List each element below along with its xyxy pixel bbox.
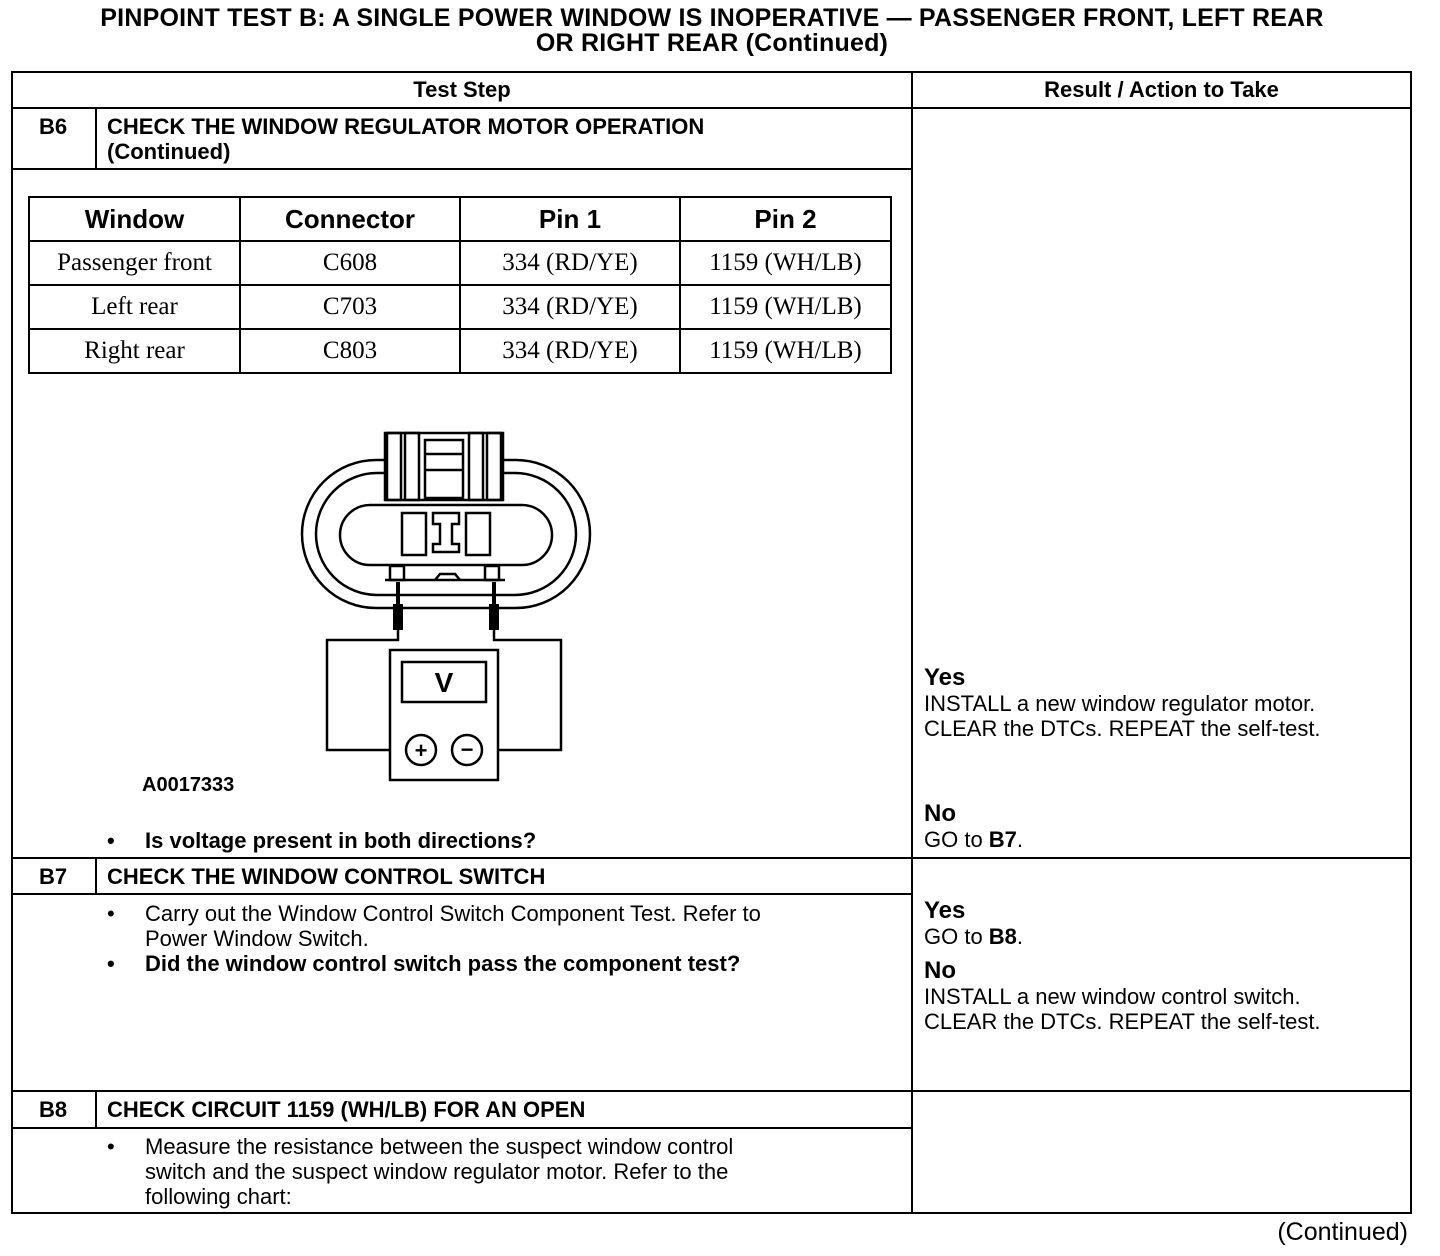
b7-instruction-line1: Carry out the Window Control Switch Component Test. Refer to [145, 901, 761, 926]
b7-yes-prefix: GO to [924, 924, 989, 949]
b7-yes-target-link[interactable]: B8 [988, 924, 1017, 949]
b6-yes-line2: CLEAR the DTCs. REPEAT the self-test. [924, 716, 1321, 741]
b7-no-line1: INSTALL a new window control switch. [924, 984, 1301, 1009]
cell-window: Right rear [29, 329, 240, 373]
step-id-b8: B8 [38, 1097, 68, 1122]
meter-probes [393, 582, 499, 630]
col-header-pin2: Pin 2 [680, 197, 891, 241]
b6-no-prefix: GO to [924, 827, 989, 852]
b6-no-suffix: . [1016, 827, 1024, 852]
cell-window: Passenger front [29, 241, 240, 285]
header-result: Result / Action to Take [1044, 77, 1279, 102]
b6-question [107, 828, 897, 854]
col-header-window: Window [29, 197, 240, 241]
cell-connector: C703 [240, 285, 460, 329]
b6-no-action [924, 827, 1404, 852]
table-row [29, 329, 891, 373]
cell-pin1: 334 (RD/YE) [460, 329, 680, 373]
cell-connector: C608 [240, 241, 460, 285]
step-b6-id-divider [95, 107, 97, 169]
plus-sign: + [414, 738, 428, 763]
bullet: • [107, 1134, 115, 1159]
cell-pin2: 1159 (WH/LB) [680, 329, 891, 373]
step-b8-title-divider [11, 1127, 912, 1129]
b6-question-text: Is voltage present in both directions? [145, 828, 537, 853]
b7-yes-action [924, 924, 1404, 949]
b7-question [107, 951, 897, 977]
b7-instruction [107, 901, 897, 953]
col-header-pin1: Pin 1 [460, 197, 680, 241]
b7-result [924, 898, 1404, 1034]
connector-voltmeter-illustration [290, 425, 600, 790]
bullet: • [107, 828, 115, 853]
minus-sign: − [460, 737, 474, 762]
step-id-b7: B7 [38, 864, 68, 889]
cell-pin2: 1159 (WH/LB) [680, 241, 891, 285]
connector-lock-tab [385, 433, 503, 500]
column-divider [911, 71, 913, 1214]
header-divider [11, 107, 1412, 109]
b7-yes-label: Yes [924, 897, 966, 924]
step-title-b8: CHECK CIRCUIT 1159 (WH/LB) FOR AN OPEN [107, 1097, 586, 1122]
b6-yes-line1: INSTALL a new window regulator motor. [924, 691, 1316, 716]
b7-no-label: No [924, 957, 956, 984]
cell-pin1: 334 (RD/YE) [460, 241, 680, 285]
b7-no-line2: CLEAR the DTCs. REPEAT the self-test. [924, 1009, 1321, 1034]
title-line-2: OR RIGHT REAR (Continued) [535, 29, 889, 57]
step-title-b6 [107, 114, 704, 164]
b8-instruction-line3: following chart: [145, 1184, 292, 1209]
header-test-step: Test Step [413, 77, 511, 102]
page-title [0, 6, 1424, 56]
b6-result [924, 665, 1404, 741]
continued-label: (Continued) [1277, 1218, 1408, 1246]
step-b6-title-divider [11, 168, 912, 170]
step-b7-end-divider [11, 1090, 1412, 1092]
step-b8-id-divider [95, 1090, 97, 1128]
col-header-connector: Connector [240, 197, 460, 241]
b6-no-label: No [924, 800, 956, 827]
b6-no-target-link[interactable]: B7 [988, 827, 1017, 852]
step-b7-id-divider [95, 857, 97, 894]
connector-table [28, 196, 892, 374]
b8-instruction-line2: switch and the suspect window regulator motor. Refer to the [145, 1159, 729, 1184]
b7-yes-suffix: . [1016, 924, 1024, 949]
figure-label: A0017333 [142, 774, 235, 796]
table-row [29, 285, 891, 329]
bullet: • [107, 901, 115, 926]
step-title-b7: CHECK THE WINDOW CONTROL SWITCH [107, 864, 546, 889]
connector-table-header-row [29, 197, 891, 241]
step-b7-title-divider [11, 893, 912, 895]
b8-instruction-line1: Measure the resistance between the suspect window control [145, 1134, 734, 1159]
cell-window: Left rear [29, 285, 240, 329]
b7-question-text: Did the window control switch pass the component test? [145, 951, 741, 976]
cell-pin1: 334 (RD/YE) [460, 285, 680, 329]
table-row [29, 241, 891, 285]
voltmeter-symbol: V [434, 667, 454, 698]
bullet: • [107, 951, 115, 976]
step-id-b6: B6 [38, 114, 68, 139]
cell-pin2: 1159 (WH/LB) [680, 285, 891, 329]
b6-yes-label: Yes [924, 664, 966, 691]
cell-connector: C803 [240, 329, 460, 373]
step-title-b6-line1: CHECK THE WINDOW REGULATOR MOTOR OPERATION [107, 114, 705, 139]
step-b6-end-divider [11, 857, 1412, 859]
title-line-1: PINPOINT TEST B: A SINGLE POWER WINDOW IS INOPERATIVE — PASSENGER FRONT, LEFT REAR [100, 4, 1324, 32]
step-title-b6-line2: (Continued) [107, 139, 231, 164]
b6-no-result [924, 801, 1404, 852]
b8-instruction [107, 1134, 897, 1212]
b7-instruction-line2: Power Window Switch. [145, 926, 369, 951]
